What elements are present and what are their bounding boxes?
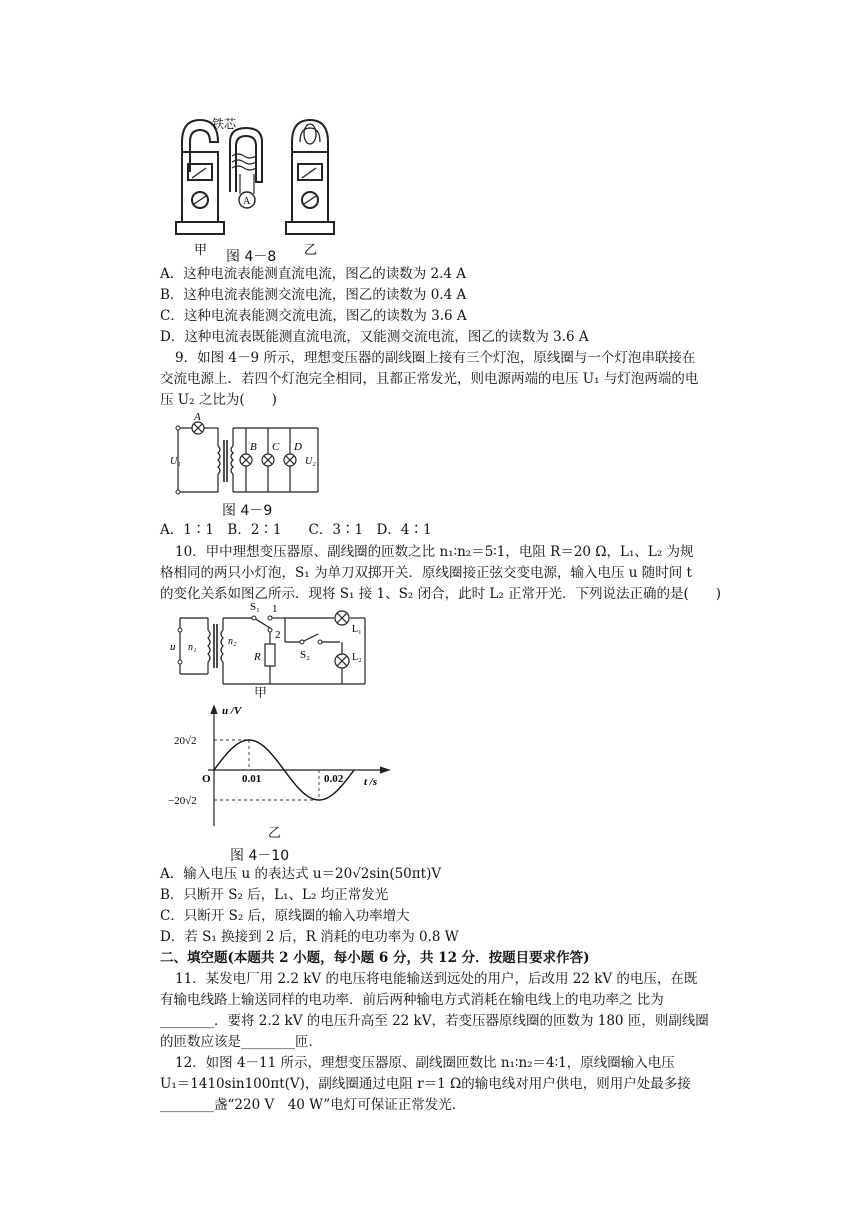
q12-stem-1: 12．如图 4－11 所示，理想变压器原、副线圈匝数比 n₁∶n₂＝4∶1，原线圈输入电压 xyxy=(175,1055,675,1071)
q10-stem-1: 10．甲中理想变压器原、副线圈的匝数之比 n₁∶n₂＝5∶1，电阻 R＝20 Ω，L₁、L₂ 为规 xyxy=(175,544,694,560)
q8-option-c: C．这种电流表能测交流电流，图乙的读数为 3.6 A xyxy=(160,308,467,324)
figure-4-10-yi-chart xyxy=(168,702,398,832)
u2-label: U₂ xyxy=(305,456,316,467)
l2-label: L₂ xyxy=(352,652,362,663)
figure-4-10-yi-caption: 乙 xyxy=(268,826,282,841)
y-tick-neg: −20√2 xyxy=(168,795,197,807)
x-tick-001: 0.01 xyxy=(242,773,262,785)
q11-stem-1: 11．某发电厂用 2.2 kV 的电压将电能输送到远处的用户，后改用 22 kV 的电压，在既 xyxy=(175,971,698,987)
bulb-c-label: C xyxy=(272,441,280,453)
origin-label: O xyxy=(202,773,211,785)
core-label: 铁芯 xyxy=(212,117,237,131)
q12-stem-2: U₁＝1410sin100πt(V)，副线圈通过电阻 r＝1 Ω的输电线对用户供电，则用户处最多接 xyxy=(160,1076,691,1092)
q10-option-b: B．只断开 S₂ 后，L₁、L₂ 均正常发光 xyxy=(160,887,389,903)
q10-option-a: A．输入电压 u 的表达式 u＝20√2sin(50πt)V xyxy=(160,866,442,882)
bulb-b-label: B xyxy=(250,441,257,453)
q9-stem-2: 交流电源上．若四个灯泡完全相同，且都正常发光，则电源两端的电压 U₁ 与灯泡两端的电 xyxy=(160,371,699,387)
y-axis-label: u /V xyxy=(222,705,242,717)
q12-stem-3: ________盏“220 V 40 W”电灯可保证正常发光． xyxy=(160,1097,466,1113)
x-tick-002: 0.02 xyxy=(324,773,344,785)
q11-stem-4: 的匝数应该是________匝． xyxy=(160,1034,322,1050)
q11-stem-3: ________．要将 2.2 kV 的电压升高至 22 kV，若变压器原线圈的匝数为 180 匝，则副线圈 xyxy=(160,1013,709,1029)
q9-stem-3: 压 U₂ 之比为( ) xyxy=(160,392,277,408)
n2-label: n₂ xyxy=(228,636,237,647)
s2-label: S₂ xyxy=(300,649,310,661)
r-label: R xyxy=(254,651,261,663)
label-yi: 乙 xyxy=(304,243,318,258)
q9-stem-1: 9．如图 4－9 所示，理想变压器的副线圈上接有三个灯泡，原线圈与一个灯泡串联接在 xyxy=(175,350,696,366)
figure-4-8-caption: 图 4－8 xyxy=(226,249,277,265)
ammeter-label: A xyxy=(243,196,251,207)
bulb-a-label: A xyxy=(194,412,201,423)
contact-1-label: 1 xyxy=(272,603,278,615)
u1-label: U₁ xyxy=(170,456,181,467)
label-jia: 甲 xyxy=(194,243,208,258)
q10-option-d: D．若 S₁ 换接到 2 后，R 消耗的电功率为 0.8 W xyxy=(160,929,459,945)
figure-4-10-caption: 图 4－10 xyxy=(230,848,290,864)
contact-2-label: 2 xyxy=(275,629,281,641)
figure-4-9-caption: 图 4－9 xyxy=(222,503,273,519)
s1-label: S₁ xyxy=(250,602,260,613)
q10-stem-2: 格相同的两只小灯泡，S₁ 为单刀双掷开关．原线圈接正弦交变电源，输入电压 u 随时间 t xyxy=(160,565,692,581)
l1-label: L₁ xyxy=(352,624,362,635)
y-tick-pos: 20√2 xyxy=(174,735,197,747)
n1-label: n₁ xyxy=(188,642,197,653)
figure-4-10-jia xyxy=(170,602,380,698)
q8-option-d: D．这种电流表既能测直流电流，又能测交流电流，图乙的读数为 3.6 A xyxy=(160,329,589,345)
q10-option-c: C．只断开 S₂ 后，原线圈的输入功率增大 xyxy=(160,908,410,924)
q9-options: A．1∶1 B．2∶1 C．3∶1 D．4∶1 xyxy=(160,522,432,538)
figure-4-8 xyxy=(170,112,350,262)
bulb-d-label: D xyxy=(294,441,302,453)
figure-4-10-jia-caption: 甲 xyxy=(254,686,268,701)
q8-option-a: A．这种电流表能测直流电流，图乙的读数为 2.4 A xyxy=(160,266,467,282)
u-label: u xyxy=(170,641,176,653)
q11-stem-2: 有输电线路上输送同样的电功率．前后两种输电方式消耗在输电线上的电功率之 比为 xyxy=(160,992,664,1008)
q10-stem-3: 的变化关系如图乙所示．现将 S₁ 接 1、S₂ 闭合，此时 L₂ 正常开光．下列说法正确的是( ) xyxy=(160,586,722,602)
q8-option-b: B．这种电流表能测交流电流，图乙的读数为 0.4 A xyxy=(160,287,467,303)
figure-4-9 xyxy=(168,412,328,504)
section-2-heading: 二、填空题(本题共 2 小题，每小题 6 分，共 12 分．按题目要求作答) xyxy=(160,950,590,966)
x-axis-label: t /s xyxy=(364,776,378,788)
